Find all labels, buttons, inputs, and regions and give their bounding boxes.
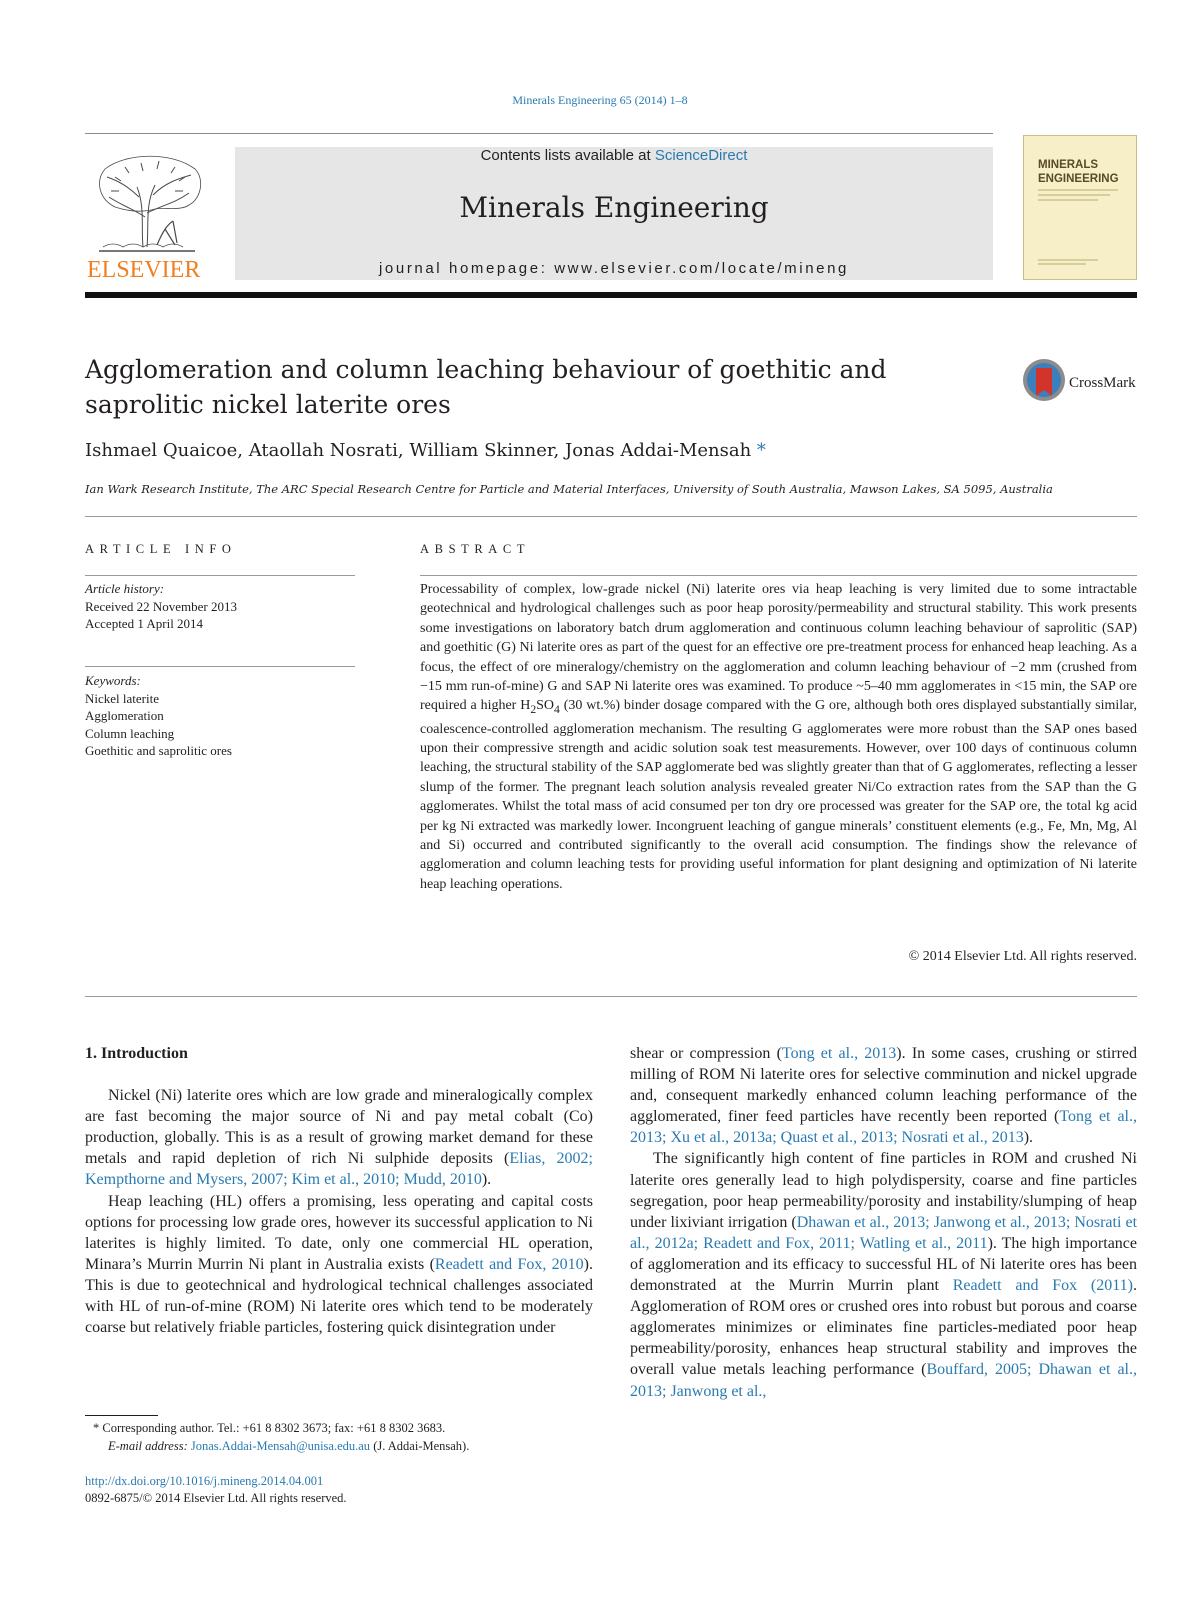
article-info-heading: ARTICLE INFO (85, 542, 237, 556)
corresponding-author-note: * Corresponding author. Tel.: +61 8 8302 3673; fax: +61 8 8302 3683. (93, 1421, 446, 1435)
journal-citation[interactable]: Minerals Engineering 65 (2014) 1–8 (512, 93, 688, 107)
abstract-heading: ABSTRACT (420, 542, 531, 556)
paragraph-text: shear or compression ( (630, 1045, 782, 1062)
abstract-copyright: © 2014 Elsevier Ltd. All rights reserved. (908, 949, 1137, 964)
paragraph-text: ). The high importance of agglomeration and its efficacy to successful HL of Ni laterite ores has been demonstrated at the Murrin Murrin plant (630, 1234, 1138, 1295)
cover-decoration (1038, 188, 1124, 268)
issn-line: 0892-6875/© 2014 Elsevier Ltd. All rights reserved. (85, 1491, 347, 1505)
author-affiliation: Ian Wark Research Institute, The ARC Special Research Centre for Particle and Material Interfaces, University of South Australia, Mawson Lakes, SA 5095, Australia (85, 482, 1053, 496)
article-title: Agglomeration and column leaching behaviour of goethitic and saprolitic nickel laterite ores (85, 355, 887, 419)
paragraph-text: ). In some cases, crushing or stirred milling of ROM Ni laterite ores for selective comminution and nickel upgrade and, consequent markedly enhanced column leaching performance of the agglomerated, finer feed particles have recently been reported ( (630, 1045, 1138, 1126)
subscript: 2 (530, 703, 537, 717)
article-history (85, 580, 237, 633)
header-thick-rule (85, 292, 1137, 298)
elsevier-tree-icon (85, 147, 210, 283)
corresponding-author-mark[interactable]: * (756, 440, 766, 461)
keyword-item: Column leaching (85, 725, 175, 741)
keywords-label: Keywords: (85, 673, 141, 688)
subscript: 4 (554, 703, 560, 717)
email-suffix: (J. Addai-Mensah). (370, 1438, 470, 1453)
keywords-block (85, 672, 232, 760)
citation-link[interactable]: Readett and Fox (2011) (952, 1277, 1133, 1295)
body-paragraph (630, 1043, 1137, 1148)
crossmark-label: CrossMark (1069, 375, 1136, 391)
email-link[interactable]: Jonas.Addai-Mensah@unisa.edu.au (190, 1438, 371, 1453)
doi-block (85, 1473, 347, 1507)
body-paragraph (630, 1148, 1137, 1401)
citation-link[interactable]: Elias, 2002; Kempthorne and Mysers, 2007; Kim et al., 2010; Mudd, 2010 (85, 1150, 594, 1189)
citation-link[interactable]: Tong et al., 2013; Xu et al., 2013a; Quast et al., 2013; Nosrati et al., 2013 (630, 1108, 1137, 1147)
journal-homepage[interactable]: journal homepage: www.elsevier.com/locate/mineng (379, 260, 849, 277)
history-label: Article history: (85, 581, 165, 596)
body-column-right (630, 1043, 1137, 1402)
body-paragraph (85, 1191, 593, 1339)
abstract-rule (420, 575, 1137, 576)
footnote-rule (85, 1415, 158, 1416)
contents-prefix: Contents lists available at (480, 147, 655, 164)
contents-availability (235, 147, 993, 164)
paragraph-text: ). (481, 1171, 492, 1189)
keyword-item: Nickel laterite (85, 690, 159, 706)
body-column-left (85, 1043, 593, 1338)
email-label: E-mail address: (108, 1438, 191, 1453)
header-rule (85, 133, 993, 134)
author-list (85, 440, 766, 461)
paragraph-text: Nickel (Ni) laterite ores which are low grade and mineralogically complex are fast becoming the major source of Ni and pay metal cobalt (Co) production, globally. This is as a result of growing market demand for these metals and rapid depletion of rich Ni sulphide deposits ( (85, 1087, 593, 1168)
accepted-date: Accepted 1 April 2014 (85, 616, 204, 631)
cover-title-line1: MINERALS (1038, 159, 1099, 171)
journal-title: Minerals Engineering (459, 191, 769, 224)
sciencedirect-link[interactable]: ScienceDirect (654, 147, 748, 164)
abstract-part: (30 wt.%) binder dosage compared with the G ore, although both ores displayed substantially similar, coalescence-controlled agglomeration mechanism. The resulting G agglomerates were more robust than the SAP ones based upon their compressive strength and acidic solution soak test measurements. However, over 100 days of continuous column leaching, the structural stability of the SAP agglomerate bed was slightly greater than that of G agglomerates, reflecting a lesser slump of the former. The pregnant leach solution analysis revealed greater Ni/Co extraction rates from the SAP than the G agglomerates. Whilst the total mass of acid consumed per ton dry ore processed was greater for the SAP ore, the total kg acid per kg Ni extracted was markedly lower. Incongruent leaching of gangue minerals’ constituent elements (e.g., Fe, Mn, Mg, Al and Si) occurred and contributed significantly to the overall acid consumption. The findings show the relevance of agglomeration and column leaching tests for providing useful information for plant designing and optimization of Ni laterite heap leaching operations. (420, 698, 1137, 892)
body-rule (85, 996, 1137, 997)
paragraph-text: . Agglomeration of ROM ores or crushed ores into robust but porous and coarse agglomerates minimizes or eliminates fine particles-mediated poor heap permeability/porosity, enhances heap structural stability and improves the overall value metals leaching performance ( (630, 1277, 1137, 1379)
authors-names: Ishmael Quaicoe, Ataollah Nosrati, William Skinner, Jonas Addai-Mensah (85, 440, 752, 461)
article-info-rule (85, 575, 355, 576)
elsevier-wordmark: ELSEVIER (87, 257, 201, 283)
keyword-item: Goethitic and saprolitic ores (85, 743, 232, 758)
paragraph-text: Heap leaching (HL) offers a promising, less operating and capital costs options for processing low grade ores, however its successful application to Ni laterites is highly limited. To date, only one commercial HL operation, Minara’s Murrin Murrin Ni plant in Australia exists ( (85, 1192, 593, 1273)
abstract-part: Processability of complex, low-grade nickel (Ni) laterite ores via heap leaching is very limited due to some intractable geotechnical and hydrological challenges such as poor heap porosity/permeability and structural stability. This work presents some investigations on laboratory batch drum agglomeration and continuous column leaching behaviour of saprolitic (SAP) and goethitic (G) Ni laterite ores as part of the quest for an effective ore pre-treatment process for enhanced heap leaching. As a focus, the effect of ore mineralogy/chemistry on the agglomeration and column leaching behaviour of −2 mm (crushed from −15 mm run-of-mine) G and SAP Ni laterite ores was examined. To produce ~5–40 mm agglomerates in <15 min, the SAP ore required a higher H (420, 582, 1137, 714)
email-line (85, 1438, 469, 1456)
keywords-rule (85, 666, 355, 667)
doi-link[interactable]: http://dx.doi.org/10.1016/j.mineng.2014.04.001 (85, 1474, 324, 1488)
crossmark-icon (1022, 358, 1140, 406)
footnote (85, 1420, 469, 1455)
citation-link[interactable]: Tong et al., 2013 (781, 1045, 897, 1062)
keyword-item: Agglomeration (85, 708, 164, 723)
crossmark-badge[interactable] (1022, 358, 1140, 406)
received-date: Received 22 November 2013 (85, 598, 237, 614)
journal-cover-thumbnail[interactable] (1023, 135, 1137, 280)
abstract-text (420, 580, 1137, 894)
section-rule (85, 516, 1137, 517)
citation-link[interactable]: Bouffard, 2005; Dhawan et al., 2013; Janwong et al., (630, 1361, 1137, 1400)
section-heading: 1. Introduction (85, 1045, 188, 1062)
citation-link[interactable]: Readett and Fox, 2010 (434, 1255, 584, 1273)
body-paragraph (85, 1085, 593, 1190)
cover-title-line2: ENGINEERING (1038, 173, 1119, 185)
citation-link[interactable]: Dhawan et al., 2013; Janwong et al., 2013; Nosrati et al., 2012a; Readett and Fox, 2011; Watling et al., 2011 (630, 1213, 1138, 1252)
paragraph-text: ). (1023, 1129, 1034, 1147)
paragraph-text: The significantly high content of fine particles in ROM and crushed Ni laterite ores generally lead to high polydispersity, coarse and fine particles segregation, poor heap permeability/porosity and instability/slumping of heap under lixiviant irrigation ( (630, 1150, 1137, 1231)
paragraph-text: ). This is due to geotechnical and hydrological technical challenges associated with HL of run-of-mine (ROM) Ni laterite ores which tend to be moderately coarse but relatively friable particles, fostering quick disintegration under (85, 1255, 593, 1337)
abstract-part: SO (536, 698, 555, 714)
elsevier-logo[interactable] (85, 147, 210, 283)
